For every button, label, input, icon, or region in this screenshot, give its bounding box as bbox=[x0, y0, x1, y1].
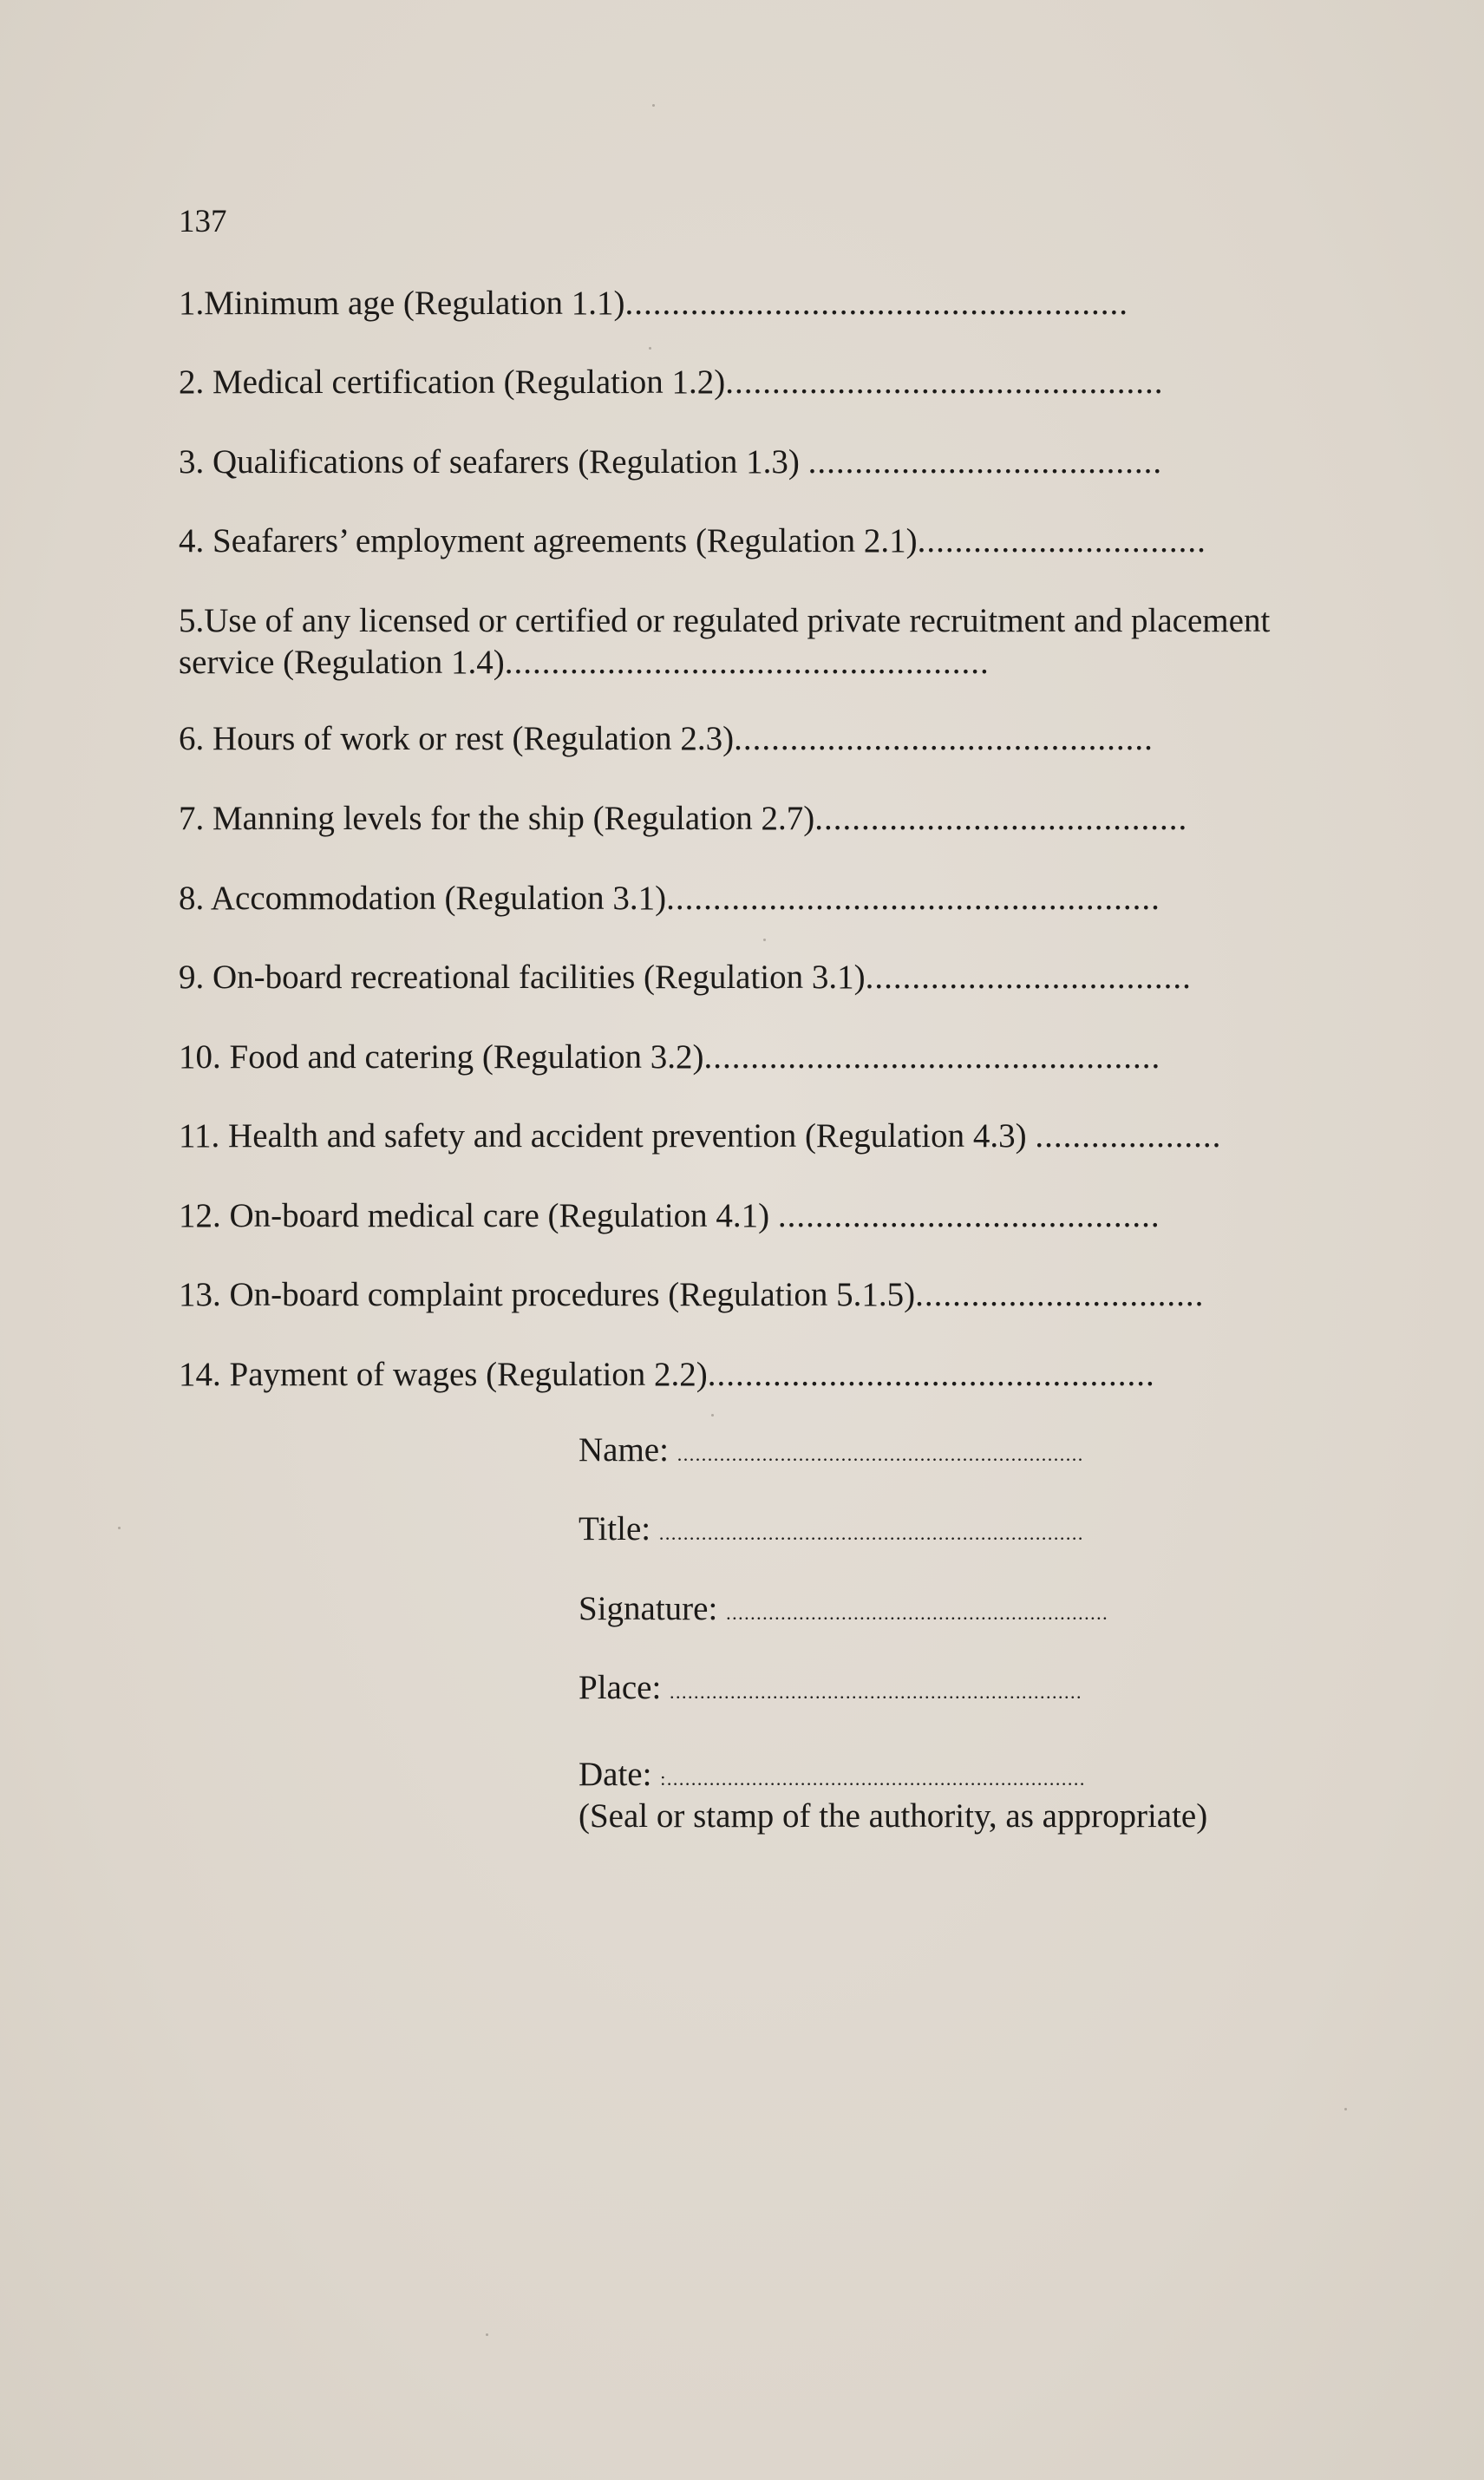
item-label: 2. Medical certification (Regulation 1.2) bbox=[179, 363, 726, 401]
seal-note: (Seal or stamp of the authority, as appropriate) bbox=[579, 1797, 1208, 1835]
dot-leader: ..................................................... bbox=[666, 880, 1160, 917]
paper-speck bbox=[486, 2333, 488, 2336]
place-field bbox=[579, 1667, 1082, 1713]
item-label: 13. On-board complaint procedures (Regulation 5.1.5) bbox=[179, 1276, 916, 1313]
date-label: Date: bbox=[579, 1756, 661, 1793]
dot-leader: .................................................... bbox=[504, 644, 990, 681]
list-item bbox=[179, 1354, 1155, 1396]
paper-speck bbox=[711, 1414, 714, 1417]
item-label: 11. Health and safety and accident prevention (Regulation 4.3) bbox=[179, 1117, 1036, 1155]
place-blank: .................................................................... bbox=[670, 1681, 1083, 1703]
signature-field bbox=[579, 1588, 1108, 1634]
dot-leader: ........................................ bbox=[814, 800, 1188, 837]
list-item bbox=[179, 1195, 1160, 1237]
name-blank: ................................................................... bbox=[677, 1443, 1084, 1465]
item-label: service (Regulation 1.4) bbox=[179, 644, 505, 681]
list-item bbox=[179, 1116, 1221, 1157]
date-blank: :..................................................................... bbox=[660, 1768, 1086, 1790]
paper-speck bbox=[649, 347, 651, 350]
dot-leader: ............................... bbox=[915, 1276, 1205, 1313]
item-label: 3. Qualifications of seafarers (Regulation 1.3) bbox=[179, 443, 808, 481]
signature-blank: ............................................................... bbox=[726, 1602, 1109, 1624]
item-label: 6. Hours of work or rest (Regulation 2.3) bbox=[179, 720, 735, 757]
name-label: Name: bbox=[579, 1431, 677, 1469]
item-label: 14. Payment of wages (Regulation 2.2) bbox=[179, 1356, 708, 1393]
item-label: 5.Use of any licensed or certified or regulated private recruitment and placement bbox=[179, 602, 1271, 639]
name-field bbox=[579, 1430, 1084, 1476]
list-item bbox=[179, 642, 990, 684]
signature-label: Signature: bbox=[579, 1590, 727, 1627]
item-label: 10. Food and catering (Regulation 3.2) bbox=[179, 1038, 704, 1076]
place-label: Place: bbox=[579, 1669, 670, 1706]
dot-leader: ............................... bbox=[917, 522, 1206, 559]
title-field bbox=[579, 1508, 1084, 1554]
dot-leader: ...................................................... bbox=[624, 285, 1129, 322]
list-item bbox=[179, 798, 1187, 840]
dot-leader: .................... bbox=[1035, 1117, 1222, 1155]
dot-leader: ................................................. bbox=[703, 1038, 1161, 1076]
list-item bbox=[179, 283, 1128, 324]
list-item bbox=[179, 600, 1270, 642]
title-blank: ...................................................................... bbox=[658, 1522, 1084, 1544]
dot-leader: ................................................ bbox=[707, 1356, 1155, 1393]
page-number: 137 bbox=[179, 204, 227, 239]
dot-leader: ............................................. bbox=[734, 720, 1154, 757]
list-item bbox=[179, 957, 1192, 998]
list-item bbox=[179, 442, 1162, 483]
dot-leader: ...................................... bbox=[807, 443, 1163, 481]
list-item bbox=[179, 718, 1154, 760]
title-label: Title: bbox=[579, 1510, 659, 1548]
item-label: 9. On-board recreational facilities (Regulation 3.1) bbox=[179, 959, 866, 996]
paper-speck bbox=[118, 1527, 121, 1529]
item-label: 4. Seafarers’ employment agreements (Regulation 2.1) bbox=[179, 522, 918, 559]
dot-leader: ......................................... bbox=[777, 1197, 1160, 1234]
dot-leader: ................................... bbox=[865, 959, 1192, 996]
paper-speck bbox=[763, 939, 766, 941]
date-field bbox=[579, 1754, 1086, 1800]
item-label: 1.Minimum age (Regulation 1.1) bbox=[179, 285, 625, 322]
paper-speck bbox=[1344, 2108, 1347, 2110]
list-item bbox=[179, 1274, 1204, 1316]
paper-speck bbox=[652, 104, 655, 107]
item-label: 12. On-board medical care (Regulation 4.1) bbox=[179, 1197, 778, 1234]
item-label: 8. Accommodation (Regulation 3.1) bbox=[179, 880, 667, 917]
list-item bbox=[179, 878, 1160, 919]
list-item bbox=[179, 1037, 1160, 1078]
list-item bbox=[179, 362, 1164, 403]
list-item bbox=[179, 520, 1206, 562]
dot-leader: ............................................... bbox=[725, 363, 1164, 401]
item-label: 7. Manning levels for the ship (Regulation 2.7) bbox=[179, 800, 815, 837]
